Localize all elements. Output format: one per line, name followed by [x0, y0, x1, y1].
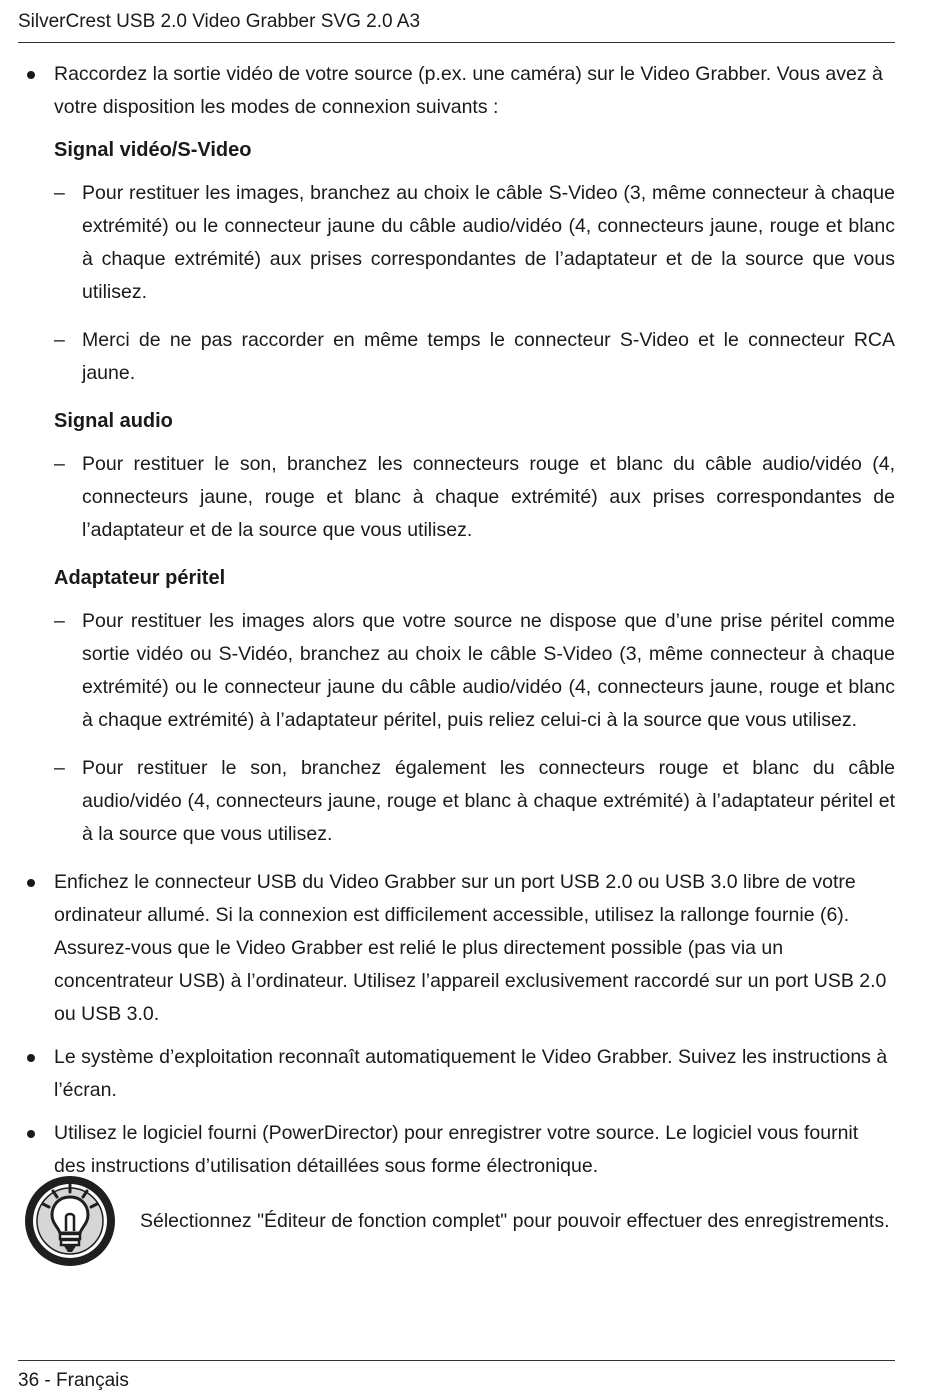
page-header — [18, 8, 895, 43]
bullet-text: Enfichez le connecteur USB du Video Grabber sur un port USB 2.0 ou USB 3.0 libre de votre ordinateur allumé. Si la connexion est difficilement accessible, utilisez la rallonge fournie (6). Assurez-vous que le Video Grabber est relié le plus directement possible (pas via un concentrateur USB) à l’ordinateur. Utilisez l’appareil exclusivement raccordé sur un port USB 2.0 ou USB 3.0. — [54, 871, 887, 1025]
page-number: 36 - Français — [18, 1370, 129, 1391]
section-heading: Signal vidéo/S-Video — [54, 139, 252, 161]
dash-marker: – — [54, 453, 65, 475]
dash-marker: – — [54, 329, 65, 351]
bullet-item-usb — [18, 866, 895, 1031]
dash-text: Pour restituer les images, branchez au choix le câble S-Video (3, même connecteur à chaque extrémité) ou le connecteur jaune du câble audio/vidéo (4, connecteurs jaune, rouge et blanc à chaque extrémité) aux prises correspondantes de l’adaptateur et de la source que vous utilisez. — [82, 182, 895, 303]
bullet-text: Le système d’exploitation reconnaît automatiquement le Video Grabber. Suivez les instructions à l’écran. — [54, 1046, 888, 1101]
bullet-text: Utilisez le logiciel fourni (PowerDirector) pour enregistrer votre source. Le logiciel vous fournit des instructions d’utilisation détaillées sous forme électronique. — [54, 1122, 859, 1177]
dash-marker: – — [54, 757, 65, 779]
dash-item — [18, 324, 895, 390]
section-heading: Signal audio — [54, 410, 173, 432]
bullet-text: Raccordez la sortie vidéo de votre source (p.ex. une caméra) sur le Video Grabber. Vous avez à votre disposition les modes de connexion suivants : — [54, 63, 883, 118]
dash-item — [18, 448, 895, 547]
dash-marker: – — [54, 182, 65, 204]
tip-text: Sélectionnez "Éditeur de fonction complet" pour pouvoir effectuer des enregistrements. — [140, 1210, 890, 1232]
tip-box — [22, 1173, 895, 1269]
dash-text: Pour restituer le son, branchez les connecteurs rouge et blanc du câble audio/vidéo (4, connecteurs jaune, rouge et blanc à chaque extrémité) aux prises correspondantes de l’adaptateur et de la source que vous utilisez. — [82, 453, 895, 541]
section-heading: Adaptateur péritel — [54, 567, 226, 589]
section-video — [18, 134, 895, 390]
bullet-dot — [27, 71, 35, 79]
dash-text: Pour restituer les images alors que votre source ne dispose que d’une prise péritel comme sortie vidéo ou S-Vidéo, branchez au choix le câble S-Video (3, même connecteur à chaque extrémité) ou le connecteur jaune du câble audio/vidéo (4, connecteurs jaune, rouge et blanc à chaque extrémité) à l’adaptateur péritel, puis reliez celui-ci à la source que vous utilisez. — [82, 610, 895, 731]
dash-marker: – — [54, 610, 65, 632]
bullet-dot — [27, 1054, 35, 1062]
page-content — [18, 58, 895, 1193]
dash-item — [18, 177, 895, 309]
bullet-dot — [27, 1130, 35, 1138]
bullet-dot — [27, 879, 35, 887]
dash-item — [18, 605, 895, 737]
lightbulb-icon — [22, 1173, 118, 1269]
section-scart — [18, 562, 895, 851]
dash-text: Merci de ne pas raccorder en même temps le connecteur S-Video et le connecteur RCA jaune. — [82, 329, 895, 384]
page-footer — [18, 1360, 895, 1396]
bullet-item-intro — [18, 58, 895, 124]
bullet-item-os — [18, 1041, 895, 1107]
document-title: SilverCrest USB 2.0 Video Grabber SVG 2.0 A3 — [18, 11, 421, 32]
dash-item — [18, 752, 895, 851]
section-audio — [18, 405, 895, 547]
dash-text: Pour restituer le son, branchez également les connecteurs rouge et blanc du câble audio/vidéo (4, connecteurs jaune, rouge et blanc à chaque extrémité) à l’adaptateur péritel et à la source que vous utilisez. — [82, 757, 895, 845]
